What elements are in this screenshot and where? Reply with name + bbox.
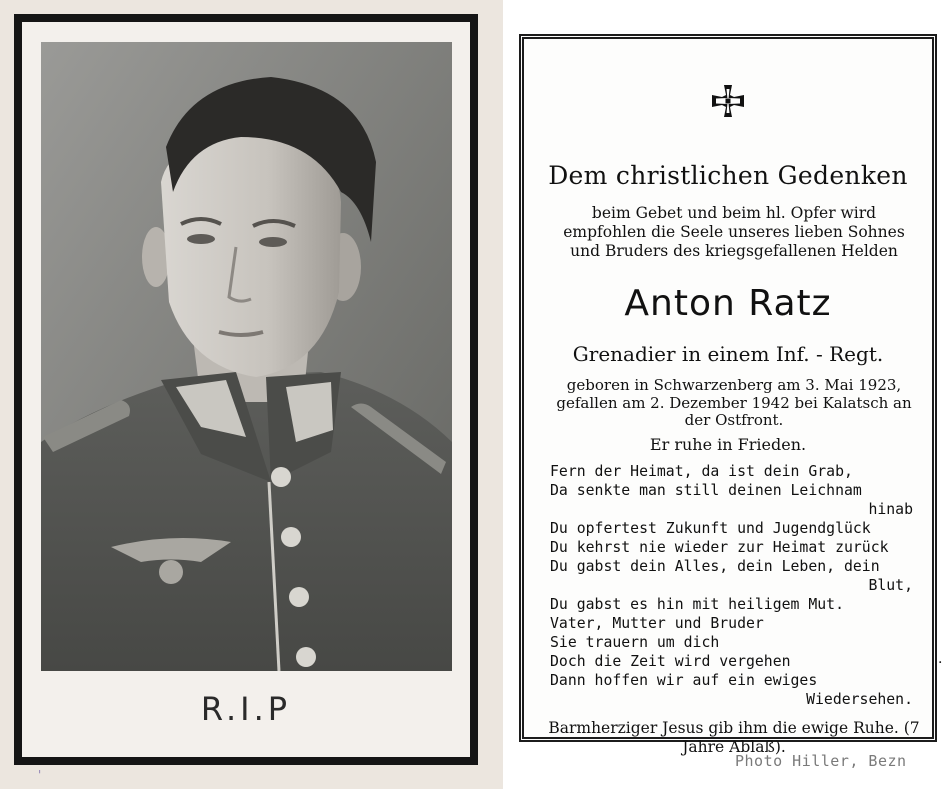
memorial-poem (550, 462, 913, 709)
speck: · (938, 655, 943, 671)
text-card-frame (519, 34, 937, 756)
poem-line: Blut, (868, 577, 913, 594)
deceased-name: Anton Ratz (624, 283, 832, 324)
poem-line: hinab (868, 501, 913, 518)
rest-in-peace-line: Er ruhe in Frieden. (649, 435, 807, 454)
poem-line: Da senkte man still deinen Leichnam (550, 482, 862, 499)
poem-line: Fern der Heimat, da ist dein Grab, (550, 463, 853, 480)
poem-line: Vater, Mutter und Bruder (550, 615, 764, 632)
soldier-portrait-photo (41, 42, 452, 671)
poem-line: Sie trauern um dich (550, 634, 720, 651)
poem-line: Du gabst dein Alles, dein Leben, dein (550, 558, 880, 575)
iron-cross-icon (524, 83, 932, 123)
closing-prayer: Barmherziger Jesus gib ihm die ewige Ruhe. (7 Jahre Ablaß). (548, 719, 920, 756)
poem-line: Dann hoffen wir auf ein ewiges (550, 672, 818, 689)
ink-mark: ' (38, 768, 42, 782)
intro-text: beim Gebet und beim hl. Opfer wird empfohlen die Seele unseres lieben Sohnes und Bruders des kriegsgefallenen Helden (563, 204, 905, 260)
photo-credit: Photo Hiller, Bezn (735, 752, 907, 770)
poem-line: Du kehrst nie wieder zur Heimat zurück (550, 539, 889, 556)
military-rank: Grenadier in einem Inf. - Regt. (572, 342, 884, 366)
birth-death-details: geboren in Schwarzenberg am 3. Mai 1923, gefallen am 2. Dezember 1942 bei Kalatsch an der Ostfront. (556, 376, 912, 429)
rip-caption: R.I.P (200, 690, 292, 728)
portrait-illustration (41, 42, 452, 671)
memorial-heading: Dem christlichen Gedenken (548, 161, 908, 190)
poem-line: Doch die Zeit wird vergehen (550, 653, 791, 670)
poem-line: Wiedersehen. (806, 691, 913, 708)
poem-line: Du opfertest Zukunft und Jugendglück (550, 520, 871, 537)
memorial-text-card (503, 0, 950, 789)
poem-line: Du gabst es hin mit heiligem Mut. (550, 596, 844, 613)
